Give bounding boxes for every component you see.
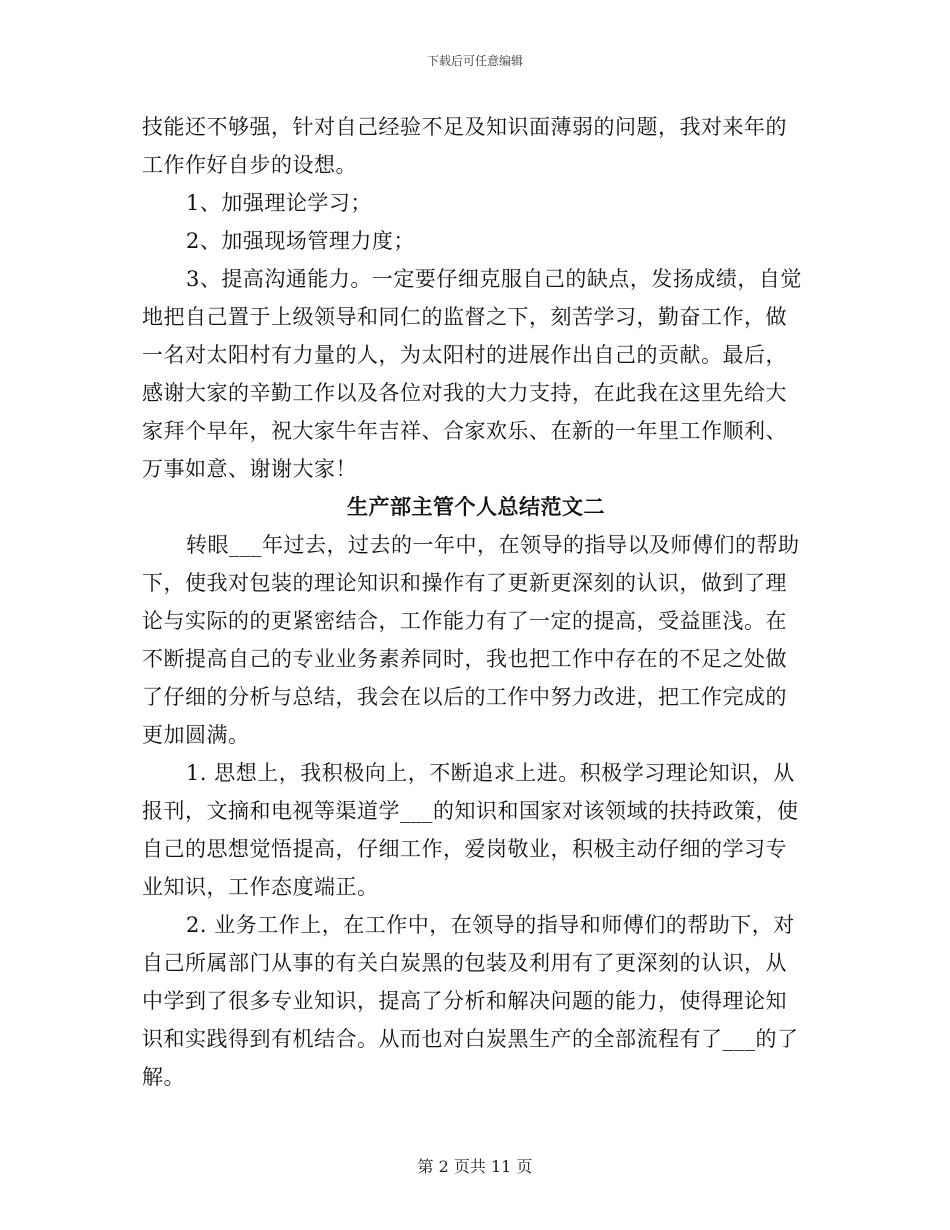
text-line: 转眼___年过去，过去的一年中，在领导的指导以及师傅们的帮助 <box>186 533 800 557</box>
document-body <box>142 108 810 1096</box>
text-line: 不断提高自己的专业业务素养同时，我也把工作中存在的不足之处做 <box>142 647 787 671</box>
text-line: 1、加强理论学习； <box>186 191 372 215</box>
text-line: 一名对太阳村有力量的人，为太阳村的进展作出自己的贡献。最后， <box>142 343 787 367</box>
text-line: 解。 <box>142 1065 185 1089</box>
section-title: 生产部主管个人总结范文二 <box>347 495 605 519</box>
text-line: 技能还不够强，针对自己经验不足及知识面薄弱的问题，我对来年的 <box>142 115 787 139</box>
text-line: 了仔细的分析与总结，我会在以后的工作中努力改进，把工作完成的 <box>142 685 787 709</box>
page-number: 第 2 页共 11 页 <box>417 1157 533 1176</box>
text-line: 自己的思想觉悟提高，仔细工作，爱岗敬业，积极主动仔细的学习专 <box>142 837 787 861</box>
text-line: 自己所属部门从事的有关白炭黑的包装及利用有了更深刻的认识，从 <box>142 951 787 975</box>
text-line: 2. 业务工作上，在工作中，在领导的指导和师傅们的帮助下，对 <box>186 913 795 937</box>
text-line: 报刊，文摘和电视等渠道学___的知识和国家对该领域的扶持政策，使 <box>142 799 799 823</box>
text-line: 论与实际的的更紧密结合，工作能力有了一定的提高，受益匪浅。在 <box>142 609 787 633</box>
text-line: 工作作好自步的设想。 <box>142 153 357 177</box>
text-line: 1. 思想上，我积极向上，不断追求上进。积极学习理论知识，从 <box>186 761 795 785</box>
text-line: 更加圆满。 <box>142 723 250 747</box>
text-line: 万事如意、谢谢大家！ <box>142 457 357 481</box>
text-line: 下，使我对包装的理论知识和操作有了更新更深刻的认识，做到了理 <box>142 571 787 595</box>
page-header-note: 下载后可任意编辑 <box>426 54 523 68</box>
text-line: 业知识，工作态度端正。 <box>142 875 379 899</box>
text-line: 地把自己置于上级领导和同仁的监督之下，刻苦学习，勤奋工作，做 <box>142 305 787 329</box>
text-line: 3、提高沟通能力。一定要仔细克服自己的缺点，发扬成绩，自觉 <box>186 267 802 291</box>
text-line: 识和实践得到有机结合。从而也对白炭黑生产的全部流程有了___的了 <box>142 1027 799 1051</box>
text-line: 中学到了很多专业知识，提高了分析和解决问题的能力，使得理论知 <box>142 989 787 1013</box>
text-line: 感谢大家的辛勤工作以及各位对我的大力支持，在此我在这里先给大 <box>142 381 787 405</box>
text-line: 2、加强现场管理力度； <box>186 229 415 253</box>
text-line: 家拜个早年，祝大家牛年吉祥、合家欢乐、在新的一年里工作顺利、 <box>142 419 787 443</box>
